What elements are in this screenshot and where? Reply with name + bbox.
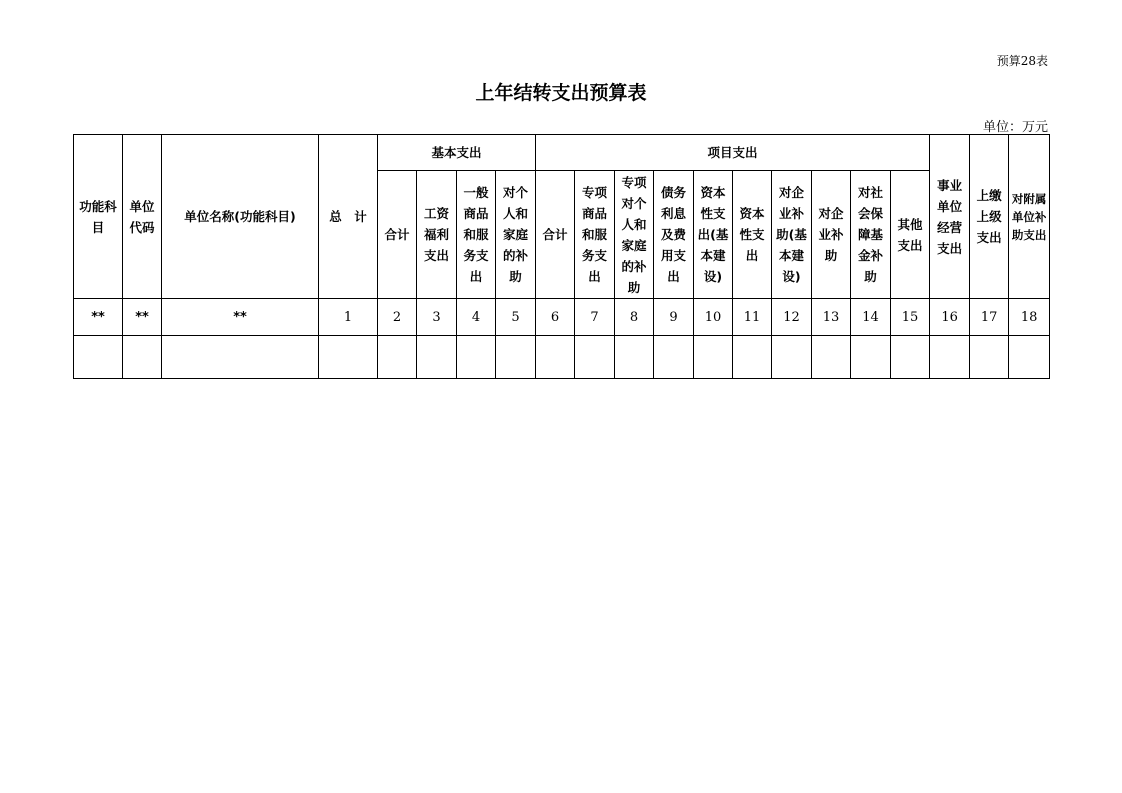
unit-label: 单位：万元	[982, 120, 1048, 135]
header-project-goods: 专项商品和服务支出	[575, 171, 615, 299]
empty-cell	[74, 336, 123, 379]
index-cell: 14	[851, 299, 891, 336]
index-cell: 4	[457, 299, 496, 336]
index-cell: 6	[536, 299, 575, 336]
index-cell: 7	[575, 299, 615, 336]
empty-cell	[812, 336, 851, 379]
empty-cell	[615, 336, 654, 379]
header-basic-salary: 工资福利支出	[417, 171, 457, 299]
header-project-enterprise: 对企业补助	[812, 171, 851, 299]
header-unit-code: 单位代码	[123, 135, 162, 299]
empty-cell	[772, 336, 812, 379]
index-cell: 16	[930, 299, 970, 336]
index-cell: **	[74, 299, 123, 336]
header-basic-personal: 对个人和家庭的补助	[496, 171, 536, 299]
header-project-capital-infra: 资本性支出(基本建设)	[694, 171, 733, 299]
empty-cell	[694, 336, 733, 379]
header-project-debt: 债务利息及费用支出	[654, 171, 694, 299]
index-cell: 10	[694, 299, 733, 336]
index-cell: **	[123, 299, 162, 336]
header-project-enterprise-infra: 对企业补助(基本建设)	[772, 171, 812, 299]
budget-table	[73, 134, 1050, 379]
index-cell: 3	[417, 299, 457, 336]
index-cell: 9	[654, 299, 694, 336]
empty-cell	[496, 336, 536, 379]
empty-cell	[891, 336, 930, 379]
header-higher-payment: 上缴上级支出	[970, 135, 1009, 299]
empty-cell	[319, 336, 378, 379]
empty-cell	[851, 336, 891, 379]
index-cell: 8	[615, 299, 654, 336]
index-cell: 17	[970, 299, 1009, 336]
empty-data-row	[74, 336, 1050, 379]
index-cell: 18	[1009, 299, 1050, 336]
header-basic-expenditure: 基本支出	[378, 135, 536, 171]
empty-cell	[930, 336, 970, 379]
header-unit-name: 单位名称(功能科目)	[162, 135, 319, 299]
index-cell: 13	[812, 299, 851, 336]
index-row	[74, 299, 1050, 336]
header-project-subtotal: 合计	[536, 171, 575, 299]
header-total: 总 计	[319, 135, 378, 299]
header-project-capital: 资本性支出	[733, 171, 772, 299]
empty-cell	[654, 336, 694, 379]
header-row-group	[74, 135, 1050, 171]
empty-cell	[733, 336, 772, 379]
empty-cell	[970, 336, 1009, 379]
page-title: 上年结转支出预算表	[475, 82, 647, 104]
index-cell: 5	[496, 299, 536, 336]
empty-cell	[536, 336, 575, 379]
table-number: 预算28表	[996, 54, 1048, 68]
empty-cell	[378, 336, 417, 379]
empty-cell	[417, 336, 457, 379]
index-cell: 2	[378, 299, 417, 336]
header-func-subject: 功能科目	[74, 135, 123, 299]
empty-cell	[123, 336, 162, 379]
empty-cell	[1009, 336, 1050, 379]
header-business-expenditure: 事业单位经营支出	[930, 135, 970, 299]
empty-cell	[575, 336, 615, 379]
header-basic-goods: 一般商品和服务支出	[457, 171, 496, 299]
index-cell: 15	[891, 299, 930, 336]
index-cell: 1	[319, 299, 378, 336]
header-affiliated-subsidy: 对附属单位补助支出	[1009, 135, 1050, 299]
empty-cell	[162, 336, 319, 379]
header-project-expenditure: 项目支出	[536, 135, 930, 171]
empty-cell	[457, 336, 496, 379]
header-basic-subtotal: 合计	[378, 171, 417, 299]
index-cell: 11	[733, 299, 772, 336]
header-project-other: 其他支出	[891, 171, 930, 299]
index-cell: **	[162, 299, 319, 336]
header-project-social: 对社会保障基金补助	[851, 171, 891, 299]
index-cell: 12	[772, 299, 812, 336]
header-project-personal: 专项对个人和家庭的补助	[615, 171, 654, 299]
